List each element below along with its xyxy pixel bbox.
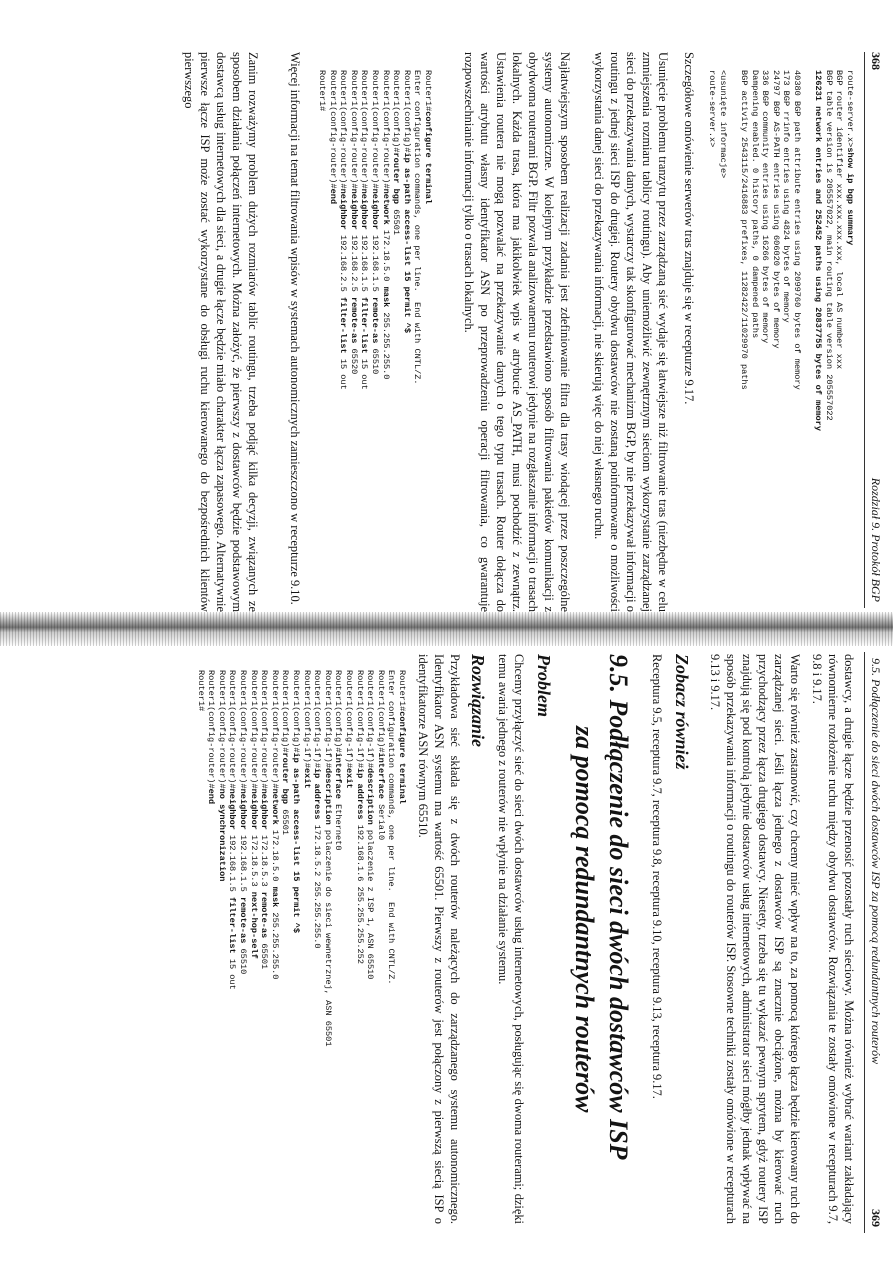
code-bgp-summary [707, 70, 855, 431]
code-line: 24797 BGP AS-PATH entries using 606020 bytes of memory [770, 70, 781, 349]
code-line: Router1(config-router)#end [206, 670, 217, 805]
code-line: Enter configuration commands, one per line. End with CNTL/Z. [412, 70, 423, 385]
code-line: Router1(config-if)#description polaczenie z ISP 1, ASN 65510 [365, 670, 376, 980]
code-line: Router1(config-if)#description polaczenie do sieci wewnetrznej, ASN 65501 [322, 670, 333, 1047]
code-line: BGP activity 2543115/2416883 prefixes, 11282422/11029970 paths [739, 70, 750, 390]
code-line: Router1(config-router)#network 172.18.5.0 mask 255.255.255.0 [380, 70, 391, 380]
code-line: BGP table version is 205557022, main routing table version 205557022 [823, 70, 834, 421]
code-line: Router1(config)#interface Ethernet0 [333, 670, 344, 851]
code-line: Router1#configure terminal [423, 70, 433, 205]
code-line: Router1# [195, 670, 206, 712]
code-filter-config [316, 70, 433, 390]
code-line: 40380 BGP path attribute entries using 2099760 bytes of memory [792, 70, 803, 390]
code-line: Router1#configure terminal [397, 670, 407, 805]
header-rule [864, 652, 865, 1233]
code-line: Router1(config-router)#neighbor 192.168.1.5 remote-as 65510 [370, 70, 381, 375]
problem-heading: Problem [534, 654, 554, 717]
paragraph-inbound-traffic: Warto się również zastanowić, czy chcemy mieć wpływ na to, za pomocą którego łącza będzie kierowany ruch do zarządzanej sieci. Jeśli łącza jednego z dostawców ISP są znacznie obciążone, można by kierować ruch przychodzący przez łącza drugiego dostawcy. Niestety, trzeba się tu wykazać pewnym sprytem, gdyż routery ISP znajdują się pod kontrolą jedynie dostawców usług internetowych, administrator sieci mógłby jednak wpływać na sposób przekazywania informacji o routingu do routerów ISP. Stosowne techniki zostały omówione w recepturach 9.13 i 9.17. [708, 654, 802, 1224]
code-line: 336 BGP community entries using 16266 bytes of memory [760, 70, 771, 344]
code-line: Router1(config)#router bgp 65501 [280, 670, 291, 836]
solution-heading: Rozwiązanie [468, 654, 488, 748]
solution-text: Przykładowa sieć składa się z dwóch routerów należących do zarządzanego systemu autonomicznego. Identyfikator ASN systemu ma wartość 65501. Pierwszy z routerów jest połączony z pierwszą siecią ISP o identyfikatorze ASN równym 65510. [416, 654, 462, 1224]
header-rule [864, 52, 865, 608]
code-line: Router1(config)#ip as-path access-list 15 permit ^$ [401, 70, 412, 334]
see-also-text: Receptura 9.5, receptura 9.7, receptura 9.8, receptura 9.10, receptura 9.13, receptura 9.17. [650, 654, 664, 1099]
code-line: Enter configuration commands, one per line. End with CNTL/Z. [386, 670, 397, 985]
code-line: Router1(config-router)#neighbor 192.168.2.5 remote-as 65520 [348, 70, 359, 375]
code-line: Router1(config-if)#ip address 192.168.1.6 255.255.255.252 [354, 670, 365, 964]
left-running-head: Rozdział 9. Protokół BGP [869, 477, 883, 602]
code-line: Router1(config)#interface Serial0 [375, 670, 386, 841]
code-line: Router1(config)#router bgp 65501 [391, 70, 402, 236]
code-line: Router1(config-router)#neighbor 192.168.1.5 filter-list 15 out [227, 670, 238, 990]
problem-text: Chcemy przyłączyć sieć do sieci dwóch dostawców usług internetowych, posługując się dwoma routerami; dzięki temu awaria jednego z routerów nie wpłynie na działanie systemu. [496, 654, 526, 1224]
code-line: Router1(config-if)#exit [301, 670, 312, 789]
paragraph-routing-table: Zanim rozważymy problem dużych rozmiarów tablic routingu, trzeba podjąć kilka decyzji, związanych ze sposobem działania połączeń internetowych. Można założyć, że pierwszy z dostawców będzie podstawowym dostawcą usług internetowych dla sieci, a drugie łącze będzie miało charakter łącza zapasowego. Alternatywnie pierwsze łącze ISP może zostać wykorzystane do obsługi ruchu kierowanego do bezpośrednich klientów pierwszego [182, 52, 260, 612]
right-running-head: 9.5. Podłączenie do sieci dwóch dostawców ISP za pomocą redundantnych routerów [869, 658, 883, 1065]
code-line: BGP router identifier xxx.xxx.xxx.xxx, local AS number xxx [834, 70, 845, 370]
chapter-title [567, 654, 635, 1244]
code-line: Router1(config-router)#neighbor 192.168.2.5 filter-list 15 out [338, 70, 349, 390]
right-page-number: 369 [869, 1209, 883, 1227]
code-line: <usunięte informacje> [717, 70, 728, 179]
code-line: Router1(config-router)#end [327, 70, 338, 205]
code-line: 126231 network entries and 252452 paths using 20837755 bytes of memory [813, 70, 824, 431]
code-line: Router1(config-if)#exit [344, 670, 355, 789]
code-line: Router1# [317, 70, 328, 112]
chapter-title-line-1: 9.5. Podłączenie do sieci dwóch dostawców ISP [604, 654, 633, 1160]
right-page [0, 640, 893, 1263]
code-solution-config [195, 670, 407, 1047]
code-line: Router1(config-router)#neighbor 172.18.5.3 next-hop-self [248, 670, 259, 959]
paragraph-filter: Najłatwiejszym sposobem realizacji zadania jest zdefiniowanie filtra dla trasy wiodącej przez poszczególne systemy autonomiczne. W kolejnym przykładzie przedstawiono sposób filtrowania pakietów komunikacji z obydwoma routerami BGP. Filtr pozwala analizowanemu routerowi jedynie na rozgłaszanie informacji o trasach lokalnych. Każda trasa, która ma jakikolwiek wpis w atrybucie AS_PATH, musi pochodzić z zewnątrz. Ustawienia routera nie mogą pozwalać na przekazywanie danych o tego typu trasach. Router dołącza do wartości atrybutu własny identyfikator ASN po przeprowadzeniu operacji filtrowania, co gwarantuje rozpowszechnianie informacji tylko o trasach lokalnych. [462, 52, 572, 612]
code-line: Router1(config-if)#ip address 172.18.5.2 255.255.255.0 [312, 670, 323, 949]
left-page-number: 368 [869, 52, 883, 70]
code-line: Dampening enabled. 0 history paths, 0 dampened paths [749, 70, 760, 339]
chapter-title-line-2: za pomocą redundantnych routerów [570, 726, 599, 1113]
code-line: route-server.x> [707, 70, 718, 148]
see-also-heading: Zobacz również [672, 654, 692, 770]
code-line: Router1(config-router)#network 172.18.5.0 mask 255.255.255.0 [269, 670, 280, 980]
paragraph-servers: Szczegółowe omówienie serwerów tras znajduje się w recepturze 9.17. [682, 52, 696, 405]
code-line: 173 BGP rrinfo entries using 4824 bytes of memory [781, 70, 792, 323]
paragraph-continued: dostawcy, a drugie łącze będzie przenosić pozostały ruch sieciowy. Można również wybrać wariant zakładający równomierne rozłożenie ruchu między obydwu dostawców. Rozwiązania te zostały omówione w recepturach 9.7, 9.8 i 9.17. [810, 654, 856, 1224]
paragraph-more-info: Więcej informacji na temat filtrowania wpisów w systemach autonomicznych zamieszczono w recepturze 9.10. [288, 52, 302, 605]
code-line: Router1(config-router)#neighbor 172.18.5.3 remote-as 65501 [259, 670, 270, 970]
code-line: route-server.x>show ip bgp summary [845, 70, 855, 246]
left-page [0, 0, 893, 620]
code-line: Router1(config-router)#neighbor 192.168.1.5 filter-list 15 out [359, 70, 370, 390]
paragraph-transit: Usunięcie problemu tranzytu przez zarządzaną sieć wydaje się łatwiejsze niż filtrowanie tras (niezbędne w celu zmniejszenia rozmiaru tablicy routingu). Aby uniemożliwić zewnętrznym sieciom wykorzystanie zarządzanej sieci do przekazywania danych, wystarczy tak skonfigurować mechanizm BGP, by nie przekazywał informacji o routingu z jednej sieci ISP do drugiej. Routery obydwu dostawców nie zostaną poinformowane o możliwości wykorzystania danej sieci do przekazywania informacji, nie skierują więc do niej własnego ruchu. [592, 52, 670, 612]
code-line: Router1(config)#ip as-path access-list 15 permit ^$ [291, 670, 302, 934]
code-line: Router1(config-router)#no synchronization [216, 670, 227, 882]
code-line: Router1(config-router)#neighbor 192.168.1.5 remote-as 65510 [238, 670, 249, 975]
